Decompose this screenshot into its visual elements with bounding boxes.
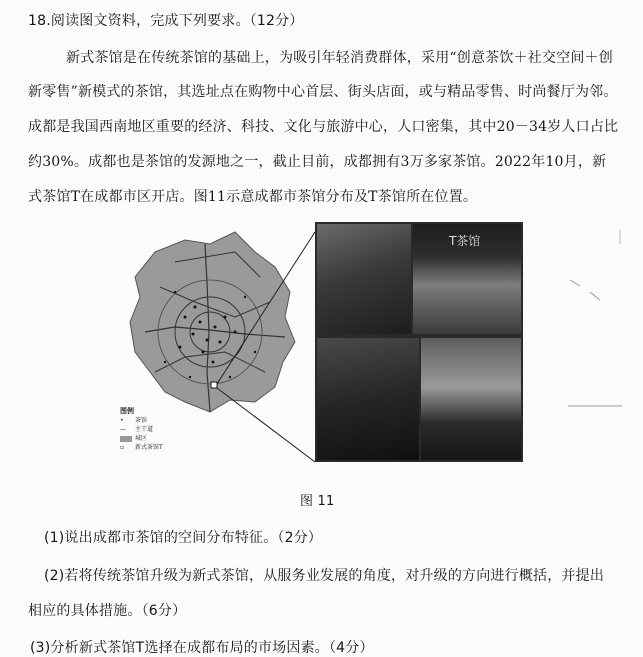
photo-interior-top-left: [317, 224, 411, 334]
teahouse-photos: [315, 222, 523, 462]
figure-11: [115, 222, 525, 472]
passage-line-3: 成都是我国西南地区重要的经济、科技、文化与旅游中心，人口密集，其中20－34岁人口占比: [28, 119, 619, 135]
legend-item-road: 主干道: [135, 426, 154, 433]
photo-counter: [317, 338, 419, 460]
legend-title: 图例: [120, 407, 134, 415]
legend-item-teahouse: 茶馆: [135, 417, 148, 424]
legend-item-teahouse-t: 新式茶馆T: [135, 444, 163, 451]
question-heading: 18.阅读图文资料，完成下列要求。（12分）: [28, 13, 304, 29]
teahouse-t-sign: T茶馆: [449, 234, 481, 248]
photo-seating: [421, 338, 521, 460]
sub-question-2-line-1: (2)若将传统茶馆升级为新式茶馆，从服务业发展的角度，对升级的方向进行概括，并提出: [44, 568, 605, 584]
edge-marks: [560, 230, 630, 410]
sub-question-2-line-2: 相应的具体措施。（6分）: [28, 603, 187, 619]
square-marker-icon: ▫: [120, 444, 125, 451]
passage-line-2: 新零售”新模式的茶馆，其选址点在购物中心首层、街头店面，或与精品零售、时尚餐厅为邻。: [28, 84, 618, 100]
map-legend: [120, 407, 163, 452]
sub-question-3: (3)分析新式茶馆T选择在成都布局的市场因素。（4分）: [30, 640, 374, 656]
legend-item-urban: 城区: [135, 435, 148, 442]
dot-icon: •: [120, 417, 124, 424]
line-icon: —: [120, 426, 126, 433]
photo-storefront: [413, 224, 521, 334]
teahouse-t-marker: [211, 382, 217, 388]
figure-caption: 图 11: [300, 494, 335, 509]
passage-line-4: 约30%。成都也是茶馆的发源地之一，截止目前，成都拥有3万多家茶馆。2022年10月，新: [28, 154, 607, 170]
gray-block-icon: [120, 436, 132, 442]
passage-line-5: 式茶馆T在成都市区开店。图11示意成都市茶馆分布及T茶馆所在位置。: [28, 189, 478, 205]
sub-question-1: (1)说出成都市茶馆的空间分布特征。（2分）: [44, 530, 323, 546]
passage-line-1: 新式茶馆是在传统茶馆的基础上，为吸引年轻消费群体，采用“创意茶饮＋社交空间＋创: [66, 50, 613, 66]
